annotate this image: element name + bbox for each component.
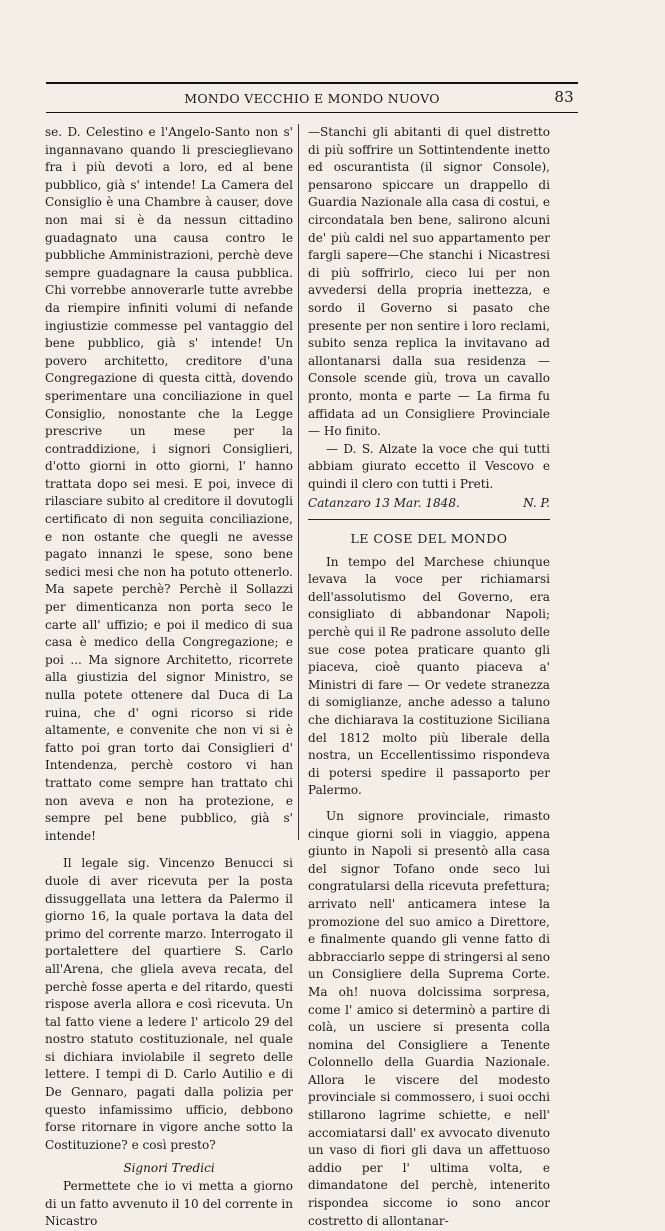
left-column [45, 124, 293, 1231]
running-title: MONDO VECCHIO E MONDO NUOVO [184, 91, 440, 106]
header-rule-bottom [46, 112, 578, 113]
right-column [308, 124, 550, 1230]
page-number: 83 [554, 88, 574, 106]
left-paragraph-2: Il legale sig. Vincenzo Benucci si duole di aver ricevuta per la posta dissuggellata una lettera da Palermo il giorno 16, la quale portava la data del primo del corrente marzo. Interrogato il portalettere del quartiere S. Carlo all'Arena, che gliela aveva recata, del perchè fosse aperta e del ritardo, questi rispose averla allora e così ricevuta. Un tal fatto viene a ledere l' articolo 29 del nostro statuto costituzionale, nel quale si dichiara inviolabile il segreto delle lettere. I tempi di D. Carlo Autilio e di De Gennaro, pagati dalla polizia per questo infamissimo ufficio, debbono forse ritornare in vigore anche sotto la Costituzione? e così presto? [45, 856, 293, 1152]
page-header [46, 88, 578, 110]
left-paragraph-3: Permettete che io vi metta a giorno di un fatto avvenuto il 10 del corrente in Nicastro [45, 1179, 293, 1229]
dateline [308, 495, 550, 513]
column-divider [298, 124, 299, 840]
author-initials: N. P. [523, 496, 550, 511]
right-paragraph-2: — D. S. Alzate la voce che qui tutti abbiam giurato eccetto il Vescovo e quindi il clero con tutti i Preti. [308, 441, 550, 491]
right-paragraph-4: Un signore provinciale, rimasto cinque giorni soli in viaggio, appena giunto in Napoli si presentò alla casa del signor Tofano onde seco lui congratularsi della ricevuta prefettura; arrivato nell' anticamera intese la promozione del suo amico a Direttore, e finalmente quando gli venne fatto di abbracciarlo seppe di stringersi al seno un Consigliere della Suprema Corte. Ma oh! nuova dolcissima sorpresa, come l' amico si determinò a partire di colà, un usciere si presenta colla nomina del Consigliere a Tenente Colonnello della Guardia Nazionale. Allora le viscere del modesto provinciale si commossero, i suoi occhi stillarono lagrime schiette, e nell' accomiatarsi dall' ex avvocato divenuto un vaso di fiori gli dava un affettuoso addio per l' ultima volta, e dimandatone del perchè, intenerito rispondea siccome io sono ancor costretto di allontanar- [308, 808, 550, 1228]
left-paragraph-1: se. D. Celestino e l'Angelo-Santo non s' ingannavano quando li prescieglievano fra i più devoti a loro, ed al bene pubblico, già s' intende! La Camera del Consiglio è una Chambre à causer, dove non mai si è da nessun cittadino guadagnato una causa contro le pubbliche Amministrazioni, perchè deve sempre guadagnare la causa pubblica. Chi vorrebbe annoverarle tutte avrebbe da riempire infiniti volumi di nefande ingiustizie commesse pel vantaggio del bene pubblico, già s' intende! Un povero architetto, creditore d'una Congregazione di questa città, dovendo sperimentare una conciliazione in quel Consiglio, nonostante che la Legge prescrive un mese per la contraddizione, i signori Consiglieri, d'otto giorni in otto giorni, l' hanno trattata dopo sei mesi. E poi, invece di rilasciare subito al creditore il dovutogli certificato di non seguita conciliazione, e non ostante che quegli ne avesse pagato innanzi le spese, sono bene sedici mesi che non ha potuto ottenerlo. Ma sapete perchè? Perchè il Sollazzi per dimenticanza non porta seco le carte all' uffizio; e poi il medico di sua casa è medico della Congregazione; e poi ... Ma signore Architetto, ricorrete alla giustizia del signor Ministro, se nulla potete ottenere dal Duca di La ruina, che d' ogni ricorso si ride altamente, e convenite che non vi si è fatto poi gran torto dai Consiglieri d' Intendenza, perchè costoro vi han trattato come sempre han trattato chi non aveva e non ha protezione, e sempre pel bene pubblico, già s' intende! [45, 125, 293, 843]
section-title: LE COSE DEL MONDO [350, 531, 508, 547]
section-separator [308, 519, 550, 520]
letter-salutation: Signori Tredici [123, 1161, 215, 1176]
date-place: Catanzaro 13 Mar. 1848. [308, 496, 460, 511]
right-paragraph-1: —Stanchi gli abitanti di quel distretto di più soffrire un Sottintendente inetto ed oscurantista (il signor Console), pensarono spiccare un drappello di Guardia Nazionale alla casa di costui, e circondatala ben bene, salirono alcuni de' più caldi nel suo appartamento per fargli sapere—Che stanchi i Nicastresi di più soffrirlo, cieco lui per non avvedersi della propria inettezza, e sordo il Governo si pasato che presente per non sentire i loro reclami, subito senza replica la invitavano ad allontanarsi dalla sua residenza — Console scende giù, trova un cavallo pronto, monta e parte — La firma fu affidata ad un Consigliere Provinciale — Ho finito. [308, 125, 550, 439]
header-rule-top [46, 82, 578, 84]
right-paragraph-3: In tempo del Marchese chiunque levava la voce per richiamarsi dell'assolutismo del Governo, era consigliato di abbandonar Napoli; perchè qui il Re padrone assoluto delle sue cose potea praticare quanto gli piaceva, cioè quanto piaceva a' Ministri di fare — Or vedete stranezza di somiglianze, anche adesso a taluno che dichiarava la costituzione Siciliana del 1812 molto più liberale della nostra, un Eccellentissimo rispondeva di potersi spedire il passaporto per Palermo. [308, 554, 550, 798]
